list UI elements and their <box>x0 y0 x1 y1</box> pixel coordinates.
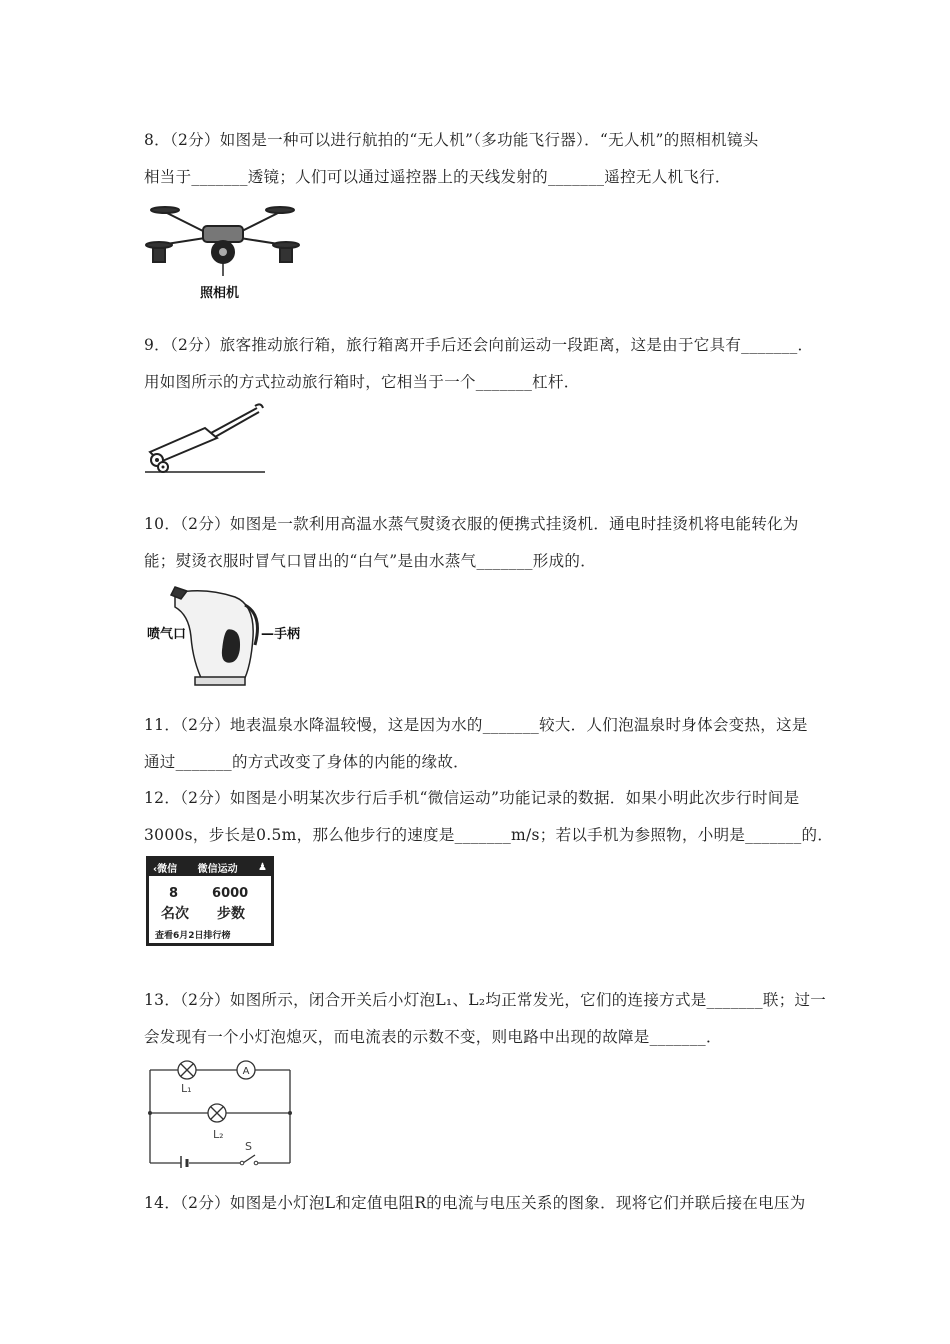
l1-label: L₁ <box>181 1082 192 1095</box>
q14-line-1: 14．（2分）如图是小灯泡L和定值电阻R的电流与电压关系的图象．现将它们并联后接在电压为 <box>144 1194 806 1212</box>
q10-line-1: 10．（2分）如图是一款利用高温水蒸气熨烫衣服的便携式挂烫机．通电时挂烫机将电能转化为 <box>144 515 799 533</box>
q10-line-2: 能；熨烫衣服时冒气口冒出的“白气”是由水蒸气_______形成的． <box>144 552 596 570</box>
steps-value: 6000 <box>212 886 249 901</box>
nozzle-label: 喷气口 <box>147 627 187 642</box>
q13-line-2: 会发现有一个小灯泡熄灭，而电流表的示数不变，则电路中出现的故障是_______． <box>144 1028 722 1046</box>
q9-line-2: 用如图所示的方式拉动旅行箱时，它相当于一个_______杠杆． <box>144 373 580 391</box>
handle-label: 手柄 <box>274 627 301 642</box>
ammeter-label: A <box>242 1066 250 1077</box>
q9-line-1: 9．（2分）旅客推动旅行箱，旅行箱离开手后还会向前运动一段距离，这是由于它具有_______． <box>144 336 814 354</box>
circuit-diagram <box>145 1058 295 1168</box>
rank-label: 名次 <box>161 906 189 922</box>
phone-title: 微信运动 <box>197 864 238 875</box>
switch-label: S <box>245 1140 252 1153</box>
drone-image <box>145 200 300 280</box>
handle-label-wrap: —手柄 <box>261 627 301 642</box>
suitcase-image <box>145 400 270 475</box>
steamer-figure <box>145 585 305 690</box>
q11-line-2: 通过_______的方式改变了身体的内能的缘故． <box>144 753 469 771</box>
suitcase-figure <box>145 400 270 475</box>
drone-figure <box>145 200 300 300</box>
user-icon: ♟ <box>258 862 267 873</box>
phone-header <box>149 859 271 876</box>
back-link: ‹微信 <box>153 864 178 875</box>
camera-label: 照相机 <box>200 286 240 301</box>
circuit-figure <box>145 1058 295 1168</box>
q13-line-1: 13．（2分）如图所示，闭合开关后小灯泡L₁、L₂均正常发光，它们的连接方式是_______联；过一 <box>144 991 827 1009</box>
l2-label: L₂ <box>213 1128 224 1141</box>
rank-value: 8 <box>169 886 179 901</box>
q8-line-2: 相当于_______透镜；人们可以通过遥控器上的天线发射的_______遥控无人机飞行． <box>144 168 731 186</box>
q12-line-2: 3000s，步长是0.5m，那么他步行的速度是_______m/s；若以手机为参照物，小明是_______的． <box>144 826 834 844</box>
leaderboard-link: 查看6月2日排行榜 <box>155 931 231 941</box>
q11-line-1: 11．（2分）地表温泉水降温较慢，这是因为水的_______较大．人们泡温泉时身体会变热，这是 <box>144 716 808 734</box>
wechat-sport-screen <box>146 856 274 946</box>
q12-line-1: 12．（2分）如图是小明某次步行后手机“微信运动”功能记录的数据．如果小明此次步行时间是 <box>144 789 800 807</box>
q8-line-1: 8．（2分）如图是一种可以进行航拍的“无人机”（多功能飞行器）．“无人机”的照相机镜头 <box>144 131 759 149</box>
steps-label: 步数 <box>217 906 245 922</box>
